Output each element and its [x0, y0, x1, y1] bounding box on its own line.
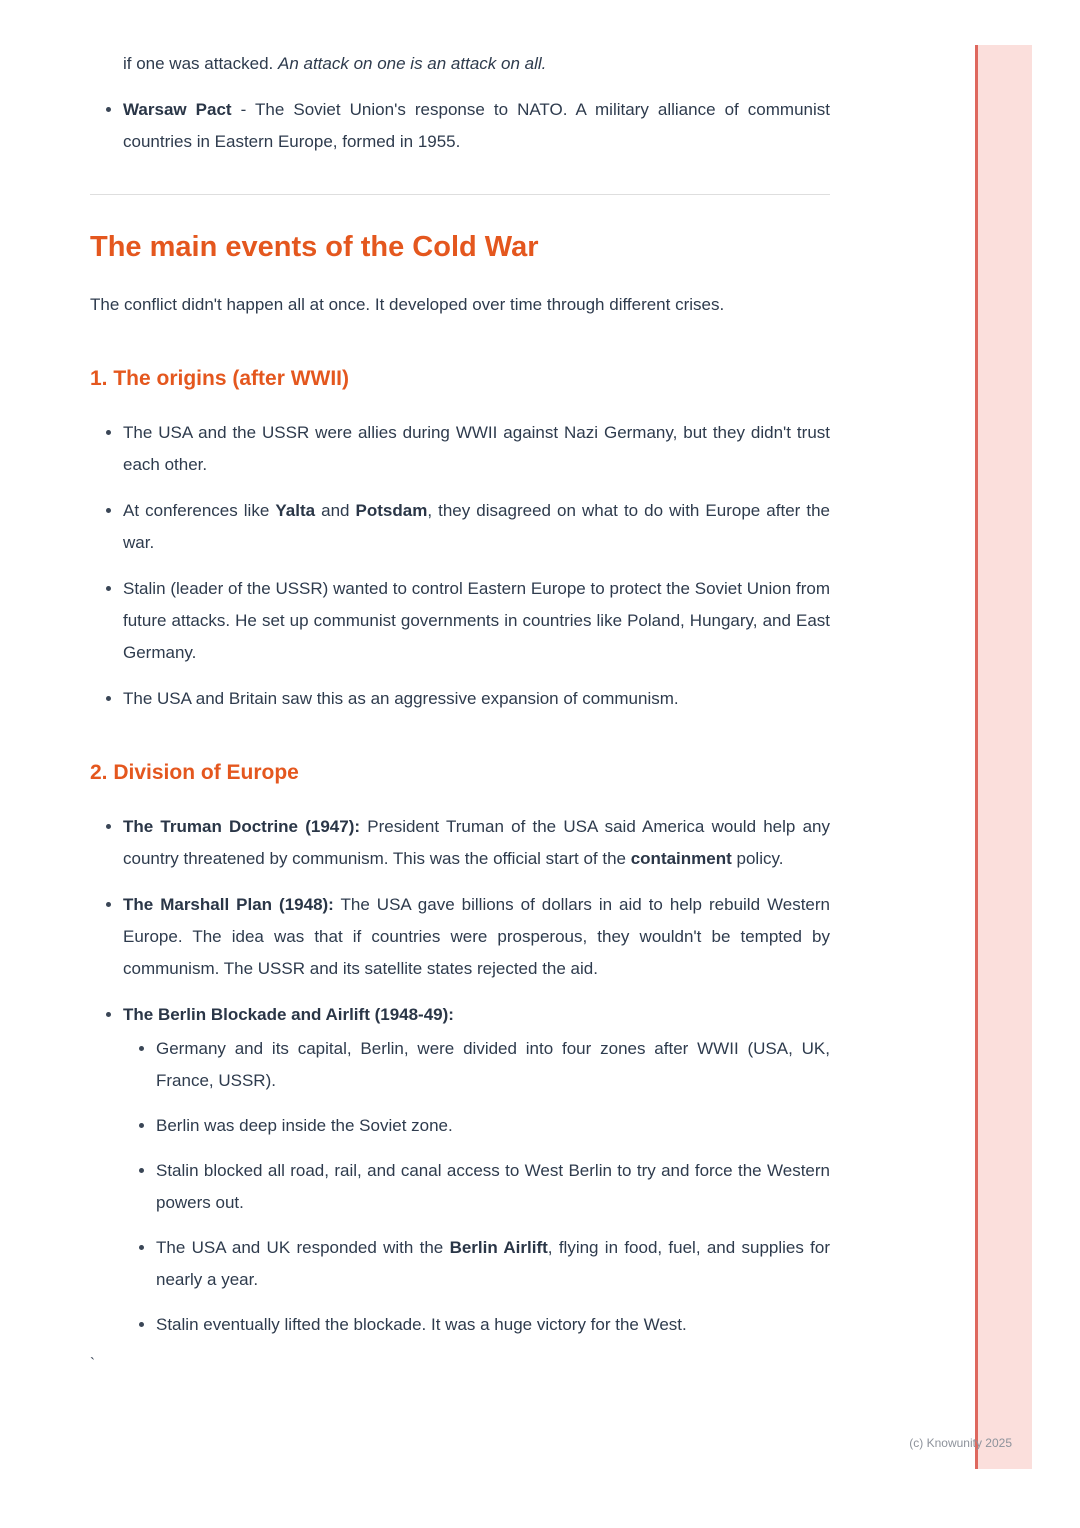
bullet-icon: [138, 1232, 156, 1296]
bullet-text: [123, 999, 830, 1341]
bullet-warsaw-pact: [90, 94, 830, 158]
section-divider: [90, 194, 830, 195]
notebook-margin-stripe: [978, 45, 1032, 1469]
sub-bullet-text: [156, 1232, 830, 1296]
bullet-icon: [138, 1110, 156, 1142]
sub-bullet-soviet-zone: [123, 1110, 830, 1142]
bullet-icon: [105, 495, 123, 559]
bullet-conferences: [90, 495, 830, 559]
section-title: The main events of the Cold War: [90, 231, 539, 263]
bullet-body: , they disagreed on what to do with Europe after the war.: [123, 501, 831, 552]
bullet-text: [123, 94, 830, 158]
bullet-text: The USA and the USSR were allies during WWII against Nazi Germany, but they didn't trust each other.: [123, 423, 830, 474]
sub-bullet-body: , flying in food, fuel, and supplies for nearly a year.: [156, 1238, 831, 1289]
bullet-icon: [105, 889, 123, 985]
sub-bullet-stalin-blocked: [123, 1155, 830, 1219]
sub-bullet-berlin-airlift: [123, 1232, 830, 1296]
bullet-text: [123, 495, 830, 559]
bullet-icon: [105, 417, 123, 481]
bullet-text: [123, 889, 830, 985]
origins-bullet-list: [90, 417, 830, 715]
bullet-allies: [90, 417, 830, 481]
sub-bullet-body: The USA and UK responded with the: [156, 1238, 450, 1257]
bullet-berlin-blockade: [90, 999, 830, 1341]
bullet-aggressive-expansion: [90, 683, 830, 715]
bullet-body: President Truman of the USA said America would help any country threatened by communism. This was the official start of the: [123, 817, 830, 868]
bullet-icon: [105, 811, 123, 875]
bullet-icon: [105, 683, 123, 715]
bullet-term-marshall: The Marshall Plan (1948):: [123, 895, 334, 914]
bullet-truman-doctrine: [90, 811, 830, 875]
intro-paragraph: The conflict didn't happen all at once. It developed over time through different crises.: [90, 295, 725, 314]
bullet-icon: [138, 1309, 156, 1341]
division-bullet-list: [90, 811, 830, 1341]
bullet-term-berlin-blockade: The Berlin Blockade and Airlift (1948-49):: [123, 1005, 454, 1024]
stray-backtick: `: [90, 1355, 95, 1372]
bullet-body: The USA gave billions of dollars in aid to help rebuild Western Europe. The idea was that if countries were prosperous, they wouldn't be tempted by communism. The USSR and its satellite states rejected the aid.: [123, 895, 830, 978]
bullet-icon: [105, 94, 123, 158]
sub-bullet-text: Berlin was deep inside the Soviet zone.: [156, 1116, 453, 1135]
list-continuation-line: [90, 48, 830, 80]
bullet-term-truman: The Truman Doctrine (1947):: [123, 817, 361, 836]
bullet-icon: [138, 1033, 156, 1097]
bullet-text: [123, 811, 830, 875]
bullet-icon: [105, 999, 123, 1341]
bullet-term-potsdam: Potsdam: [355, 501, 428, 520]
bullet-body: and: [315, 501, 356, 520]
sub-bullet-text: Stalin eventually lifted the blockade. It was a huge victory for the West.: [156, 1315, 687, 1334]
bullet-body: At conferences like: [123, 501, 276, 520]
bullet-term: Warsaw Pact: [123, 100, 232, 119]
bullet-marshall-plan: [90, 889, 830, 985]
bullet-icon: [105, 573, 123, 669]
sub-bullet-text: Germany and its capital, Berlin, were divided into four zones after WWII (USA, UK, France, USSR).: [156, 1039, 830, 1090]
subsection-heading-division: 2. Division of Europe: [90, 761, 299, 784]
bullet-stalin-control: [90, 573, 830, 669]
continuation-text: if one was attacked.: [123, 54, 278, 73]
bullet-term-yalta: Yalta: [275, 501, 316, 520]
bullet-body: - The Soviet Union's response to NATO. A military alliance of communist countries in Eastern Europe, formed in 1955.: [123, 100, 830, 151]
notebook-margin-line: [975, 45, 978, 1469]
sub-bullet-four-zones: [123, 1033, 830, 1097]
bullet-term-airlift: Berlin Airlift: [449, 1238, 548, 1257]
subsection-heading-origins: 1. The origins (after WWII): [90, 367, 350, 390]
bullet-text: The USA and Britain saw this as an aggressive expansion of communism.: [123, 689, 679, 708]
sub-bullet-text: Stalin blocked all road, rail, and canal access to West Berlin to try and force the Western powers out.: [156, 1161, 830, 1212]
copyright-footer: (c) Knowunity 2025: [909, 1436, 1012, 1450]
sub-bullet-blockade-lifted: [123, 1309, 830, 1341]
page-content: [90, 48, 830, 1372]
bullet-icon: [138, 1155, 156, 1219]
bullet-body: policy.: [731, 849, 784, 868]
bullet-term-containment: containment: [630, 849, 732, 868]
bullet-text: Stalin (leader of the USSR) wanted to control Eastern Europe to protect the Soviet Union from future attacks. He set up communist governments in countries like Poland, Hungary, and East Germany.: [123, 579, 830, 662]
continuation-italic-text: An attack on one is an attack on all.: [277, 54, 547, 73]
